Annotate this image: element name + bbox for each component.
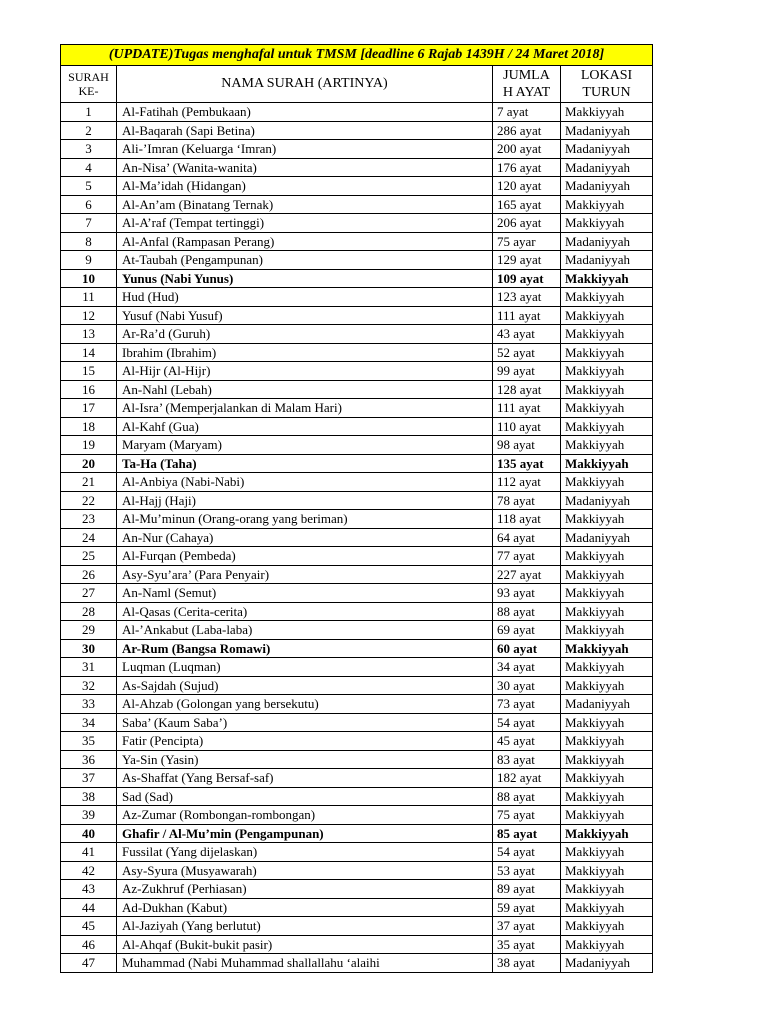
row-surah-name: Yunus (Nabi Yunus) — [117, 269, 493, 288]
row-ayat-count: 135 ayat — [493, 454, 561, 473]
row-number: 22 — [61, 491, 117, 510]
row-ayat-count: 93 ayat — [493, 584, 561, 603]
row-lokasi: Makkiyyah — [561, 732, 653, 751]
header-nama-surah: NAMA SURAH (ARTINYA) — [117, 66, 493, 103]
row-ayat-count: 37 ayat — [493, 917, 561, 936]
table-row — [61, 584, 653, 603]
row-ayat-count: 118 ayat — [493, 510, 561, 529]
row-ayat-count: 75 ayat — [493, 806, 561, 825]
row-ayat-count: 110 ayat — [493, 417, 561, 436]
row-ayat-count: 35 ayat — [493, 935, 561, 954]
row-number: 42 — [61, 861, 117, 880]
header-surah-ke: SURAH KE- — [61, 66, 117, 103]
row-number: 34 — [61, 713, 117, 732]
row-number: 17 — [61, 399, 117, 418]
table-row — [61, 935, 653, 954]
row-ayat-count: 128 ayat — [493, 380, 561, 399]
row-number: 46 — [61, 935, 117, 954]
row-ayat-count: 123 ayat — [493, 288, 561, 307]
row-surah-name: Ibrahim (Ibrahim) — [117, 343, 493, 362]
row-lokasi: Madaniyyah — [561, 232, 653, 251]
table-row — [61, 195, 653, 214]
row-number: 27 — [61, 584, 117, 603]
row-surah-name: Al-Anbiya (Nabi-Nabi) — [117, 473, 493, 492]
row-ayat-count: 88 ayat — [493, 602, 561, 621]
row-lokasi: Makkiyyah — [561, 214, 653, 233]
row-ayat-count: 59 ayat — [493, 898, 561, 917]
row-surah-name: Luqman (Luqman) — [117, 658, 493, 677]
row-surah-name: Al-Furqan (Pembeda) — [117, 547, 493, 566]
row-ayat-count: 88 ayat — [493, 787, 561, 806]
table-row — [61, 473, 653, 492]
row-lokasi: Makkiyyah — [561, 325, 653, 344]
row-surah-name: Az-Zukhruf (Perhiasan) — [117, 880, 493, 899]
row-number: 13 — [61, 325, 117, 344]
table-row — [61, 214, 653, 233]
row-ayat-count: 43 ayat — [493, 325, 561, 344]
row-surah-name: Al-Ahqaf (Bukit-bukit pasir) — [117, 935, 493, 954]
table-row — [61, 713, 653, 732]
row-lokasi: Madaniyyah — [561, 954, 653, 973]
row-number: 2 — [61, 121, 117, 140]
row-ayat-count: 30 ayat — [493, 676, 561, 695]
row-lokasi: Makkiyyah — [561, 306, 653, 325]
row-lokasi: Makkiyyah — [561, 103, 653, 122]
row-ayat-count: 7 ayat — [493, 103, 561, 122]
row-surah-name: As-Shaffat (Yang Bersaf-saf) — [117, 769, 493, 788]
table-row — [61, 269, 653, 288]
row-ayat-count: 98 ayat — [493, 436, 561, 455]
row-ayat-count: 77 ayat — [493, 547, 561, 566]
row-surah-name: Sad (Sad) — [117, 787, 493, 806]
row-number: 37 — [61, 769, 117, 788]
table-row — [61, 824, 653, 843]
row-ayat-count: 38 ayat — [493, 954, 561, 973]
table-row — [61, 325, 653, 344]
row-number: 20 — [61, 454, 117, 473]
row-number: 3 — [61, 140, 117, 159]
row-number: 26 — [61, 565, 117, 584]
table-row — [61, 787, 653, 806]
row-surah-name: Saba’ (Kaum Saba’) — [117, 713, 493, 732]
row-number: 31 — [61, 658, 117, 677]
table-row — [61, 639, 653, 658]
row-lokasi: Madaniyyah — [561, 177, 653, 196]
row-lokasi: Madaniyyah — [561, 158, 653, 177]
table-row — [61, 917, 653, 936]
row-lokasi: Makkiyyah — [561, 510, 653, 529]
row-surah-name: Al-Ma’idah (Hidangan) — [117, 177, 493, 196]
row-ayat-count: 286 ayat — [493, 121, 561, 140]
header-lokasi-turun: LOKASI TURUN — [561, 66, 653, 103]
row-surah-name: Maryam (Maryam) — [117, 436, 493, 455]
row-number: 21 — [61, 473, 117, 492]
row-lokasi: Makkiyyah — [561, 621, 653, 640]
table-row — [61, 861, 653, 880]
table-row — [61, 602, 653, 621]
row-surah-name: Ya-Sin (Yasin) — [117, 750, 493, 769]
row-surah-name: Ad-Dukhan (Kabut) — [117, 898, 493, 917]
table-row — [61, 898, 653, 917]
row-surah-name: At-Taubah (Pengampunan) — [117, 251, 493, 270]
row-lokasi: Madaniyyah — [561, 491, 653, 510]
row-lokasi: Madaniyyah — [561, 695, 653, 714]
row-ayat-count: 99 ayat — [493, 362, 561, 381]
row-lokasi: Makkiyyah — [561, 380, 653, 399]
row-surah-name: Al-Hijr (Al-Hijr) — [117, 362, 493, 381]
row-number: 45 — [61, 917, 117, 936]
row-lokasi: Makkiyyah — [561, 288, 653, 307]
row-number: 44 — [61, 898, 117, 917]
row-lokasi: Makkiyyah — [561, 898, 653, 917]
row-surah-name: Asy-Syura (Musyawarah) — [117, 861, 493, 880]
row-surah-name: Ta-Ha (Taha) — [117, 454, 493, 473]
row-ayat-count: 89 ayat — [493, 880, 561, 899]
row-lokasi: Makkiyyah — [561, 824, 653, 843]
row-number: 23 — [61, 510, 117, 529]
row-number: 32 — [61, 676, 117, 695]
row-ayat-count: 52 ayat — [493, 343, 561, 362]
row-surah-name: Ar-Ra’d (Guruh) — [117, 325, 493, 344]
row-surah-name: Muhammad (Nabi Muhammad shallallahu ‘alaihi — [117, 954, 493, 973]
table-row — [61, 491, 653, 510]
row-surah-name: Az-Zumar (Rombongan-rombongan) — [117, 806, 493, 825]
row-surah-name: Ghafir / Al-Mu’min (Pengampunan) — [117, 824, 493, 843]
row-number: 5 — [61, 177, 117, 196]
row-surah-name: Al-Isra’ (Memperjalankan di Malam Hari) — [117, 399, 493, 418]
row-lokasi: Makkiyyah — [561, 195, 653, 214]
row-number: 24 — [61, 528, 117, 547]
row-ayat-count: 200 ayat — [493, 140, 561, 159]
row-number: 16 — [61, 380, 117, 399]
row-number: 36 — [61, 750, 117, 769]
row-number: 8 — [61, 232, 117, 251]
table-row — [61, 417, 653, 436]
row-ayat-count: 120 ayat — [493, 177, 561, 196]
table-row — [61, 510, 653, 529]
row-lokasi: Makkiyyah — [561, 584, 653, 603]
table-row — [61, 676, 653, 695]
table-row — [61, 769, 653, 788]
row-lokasi: Makkiyyah — [561, 362, 653, 381]
table-row — [61, 750, 653, 769]
table-row — [61, 565, 653, 584]
table-row — [61, 232, 653, 251]
row-number: 28 — [61, 602, 117, 621]
row-ayat-count: 176 ayat — [493, 158, 561, 177]
row-ayat-count: 227 ayat — [493, 565, 561, 584]
row-number: 9 — [61, 251, 117, 270]
table-row — [61, 880, 653, 899]
row-surah-name: Al-Anfal (Rampasan Perang) — [117, 232, 493, 251]
row-surah-name: Ali-’Imran (Keluarga ‘Imran) — [117, 140, 493, 159]
row-lokasi: Makkiyyah — [561, 880, 653, 899]
table-title: (UPDATE)Tugas menghafal untuk TMSM [deadline 6 Rajab 1439H / 24 Maret 2018] — [61, 45, 653, 66]
row-number: 35 — [61, 732, 117, 751]
row-number: 1 — [61, 103, 117, 122]
row-ayat-count: 109 ayat — [493, 269, 561, 288]
row-number: 11 — [61, 288, 117, 307]
row-surah-name: Al-Kahf (Gua) — [117, 417, 493, 436]
row-lokasi: Makkiyyah — [561, 343, 653, 362]
header-jumlah-ayat: JUMLA H AYAT — [493, 66, 561, 103]
row-surah-name: Al-Mu’minun (Orang-orang yang beriman) — [117, 510, 493, 529]
table-row — [61, 306, 653, 325]
row-number: 33 — [61, 695, 117, 714]
row-lokasi: Makkiyyah — [561, 676, 653, 695]
table-row — [61, 177, 653, 196]
row-number: 15 — [61, 362, 117, 381]
row-lokasi: Madaniyyah — [561, 251, 653, 270]
row-lokasi: Makkiyyah — [561, 454, 653, 473]
row-surah-name: Asy-Syu’ara’ (Para Penyair) — [117, 565, 493, 584]
row-ayat-count: 45 ayat — [493, 732, 561, 751]
table-row — [61, 362, 653, 381]
row-surah-name: An-Nisa’ (Wanita-wanita) — [117, 158, 493, 177]
table-row — [61, 343, 653, 362]
row-surah-name: Al-’Ankabut (Laba-laba) — [117, 621, 493, 640]
row-ayat-count: 182 ayat — [493, 769, 561, 788]
row-lokasi: Makkiyyah — [561, 417, 653, 436]
row-lokasi: Makkiyyah — [561, 861, 653, 880]
surah-table — [60, 44, 653, 973]
row-lokasi: Makkiyyah — [561, 917, 653, 936]
table-body — [61, 103, 653, 973]
row-ayat-count: 129 ayat — [493, 251, 561, 270]
surah-table-sheet — [60, 44, 652, 973]
table-row — [61, 140, 653, 159]
table-row — [61, 158, 653, 177]
row-ayat-count: 53 ayat — [493, 861, 561, 880]
row-number: 43 — [61, 880, 117, 899]
row-surah-name: An-Nahl (Lebah) — [117, 380, 493, 399]
row-surah-name: Al-Ahzab (Golongan yang bersekutu) — [117, 695, 493, 714]
row-lokasi: Makkiyyah — [561, 769, 653, 788]
row-lokasi: Makkiyyah — [561, 935, 653, 954]
table-row — [61, 103, 653, 122]
row-ayat-count: 111 ayat — [493, 306, 561, 325]
row-lokasi: Makkiyyah — [561, 473, 653, 492]
row-number: 25 — [61, 547, 117, 566]
row-lokasi: Madaniyyah — [561, 528, 653, 547]
table-row — [61, 399, 653, 418]
table-row — [61, 732, 653, 751]
table-row — [61, 954, 653, 973]
row-surah-name: Al-Jaziyah (Yang berlutut) — [117, 917, 493, 936]
row-surah-name: As-Sajdah (Sujud) — [117, 676, 493, 695]
row-surah-name: An-Naml (Semut) — [117, 584, 493, 603]
row-surah-name: Al-Fatihah (Pembukaan) — [117, 103, 493, 122]
row-surah-name: Al-Baqarah (Sapi Betina) — [117, 121, 493, 140]
row-lokasi: Makkiyyah — [561, 602, 653, 621]
row-lokasi: Makkiyyah — [561, 843, 653, 862]
row-ayat-count: 64 ayat — [493, 528, 561, 547]
table-row — [61, 806, 653, 825]
row-ayat-count: 78 ayat — [493, 491, 561, 510]
table-row — [61, 547, 653, 566]
row-number: 47 — [61, 954, 117, 973]
table-row — [61, 658, 653, 677]
row-lokasi: Madaniyyah — [561, 140, 653, 159]
row-lokasi: Makkiyyah — [561, 713, 653, 732]
table-row — [61, 621, 653, 640]
row-lokasi: Makkiyyah — [561, 436, 653, 455]
row-lokasi: Makkiyyah — [561, 565, 653, 584]
row-lokasi: Makkiyyah — [561, 399, 653, 418]
row-lokasi: Makkiyyah — [561, 750, 653, 769]
row-lokasi: Makkiyyah — [561, 658, 653, 677]
row-number: 40 — [61, 824, 117, 843]
table-row — [61, 843, 653, 862]
row-number: 19 — [61, 436, 117, 455]
row-number: 14 — [61, 343, 117, 362]
row-surah-name: Al-An’am (Binatang Ternak) — [117, 195, 493, 214]
row-number: 39 — [61, 806, 117, 825]
row-number: 7 — [61, 214, 117, 233]
row-lokasi: Makkiyyah — [561, 547, 653, 566]
row-surah-name: An-Nur (Cahaya) — [117, 528, 493, 547]
row-ayat-count: 85 ayat — [493, 824, 561, 843]
row-surah-name: Ar-Rum (Bangsa Romawi) — [117, 639, 493, 658]
row-ayat-count: 54 ayat — [493, 843, 561, 862]
row-ayat-count: 34 ayat — [493, 658, 561, 677]
row-surah-name: Al-A’raf (Tempat tertinggi) — [117, 214, 493, 233]
row-lokasi: Makkiyyah — [561, 806, 653, 825]
row-ayat-count: 206 ayat — [493, 214, 561, 233]
row-surah-name: Yusuf (Nabi Yusuf) — [117, 306, 493, 325]
row-number: 38 — [61, 787, 117, 806]
row-ayat-count: 111 ayat — [493, 399, 561, 418]
row-number: 41 — [61, 843, 117, 862]
row-ayat-count: 83 ayat — [493, 750, 561, 769]
row-surah-name: Hud (Hud) — [117, 288, 493, 307]
table-row — [61, 436, 653, 455]
table-row — [61, 121, 653, 140]
table-row — [61, 288, 653, 307]
row-number: 6 — [61, 195, 117, 214]
table-row — [61, 380, 653, 399]
table-row — [61, 695, 653, 714]
row-surah-name: Al-Hajj (Haji) — [117, 491, 493, 510]
row-ayat-count: 54 ayat — [493, 713, 561, 732]
row-lokasi: Makkiyyah — [561, 269, 653, 288]
table-row — [61, 528, 653, 547]
row-number: 30 — [61, 639, 117, 658]
row-number: 18 — [61, 417, 117, 436]
row-lokasi: Makkiyyah — [561, 639, 653, 658]
row-number: 12 — [61, 306, 117, 325]
row-ayat-count: 60 ayat — [493, 639, 561, 658]
row-lokasi: Madaniyyah — [561, 121, 653, 140]
row-ayat-count: 75 ayar — [493, 232, 561, 251]
row-lokasi: Makkiyyah — [561, 787, 653, 806]
row-surah-name: Fatir (Pencipta) — [117, 732, 493, 751]
row-surah-name: Al-Qasas (Cerita-cerita) — [117, 602, 493, 621]
table-row — [61, 454, 653, 473]
row-ayat-count: 165 ayat — [493, 195, 561, 214]
row-ayat-count: 112 ayat — [493, 473, 561, 492]
table-row — [61, 251, 653, 270]
row-number: 10 — [61, 269, 117, 288]
row-number: 29 — [61, 621, 117, 640]
row-number: 4 — [61, 158, 117, 177]
row-ayat-count: 73 ayat — [493, 695, 561, 714]
row-ayat-count: 69 ayat — [493, 621, 561, 640]
row-surah-name: Fussilat (Yang dijelaskan) — [117, 843, 493, 862]
